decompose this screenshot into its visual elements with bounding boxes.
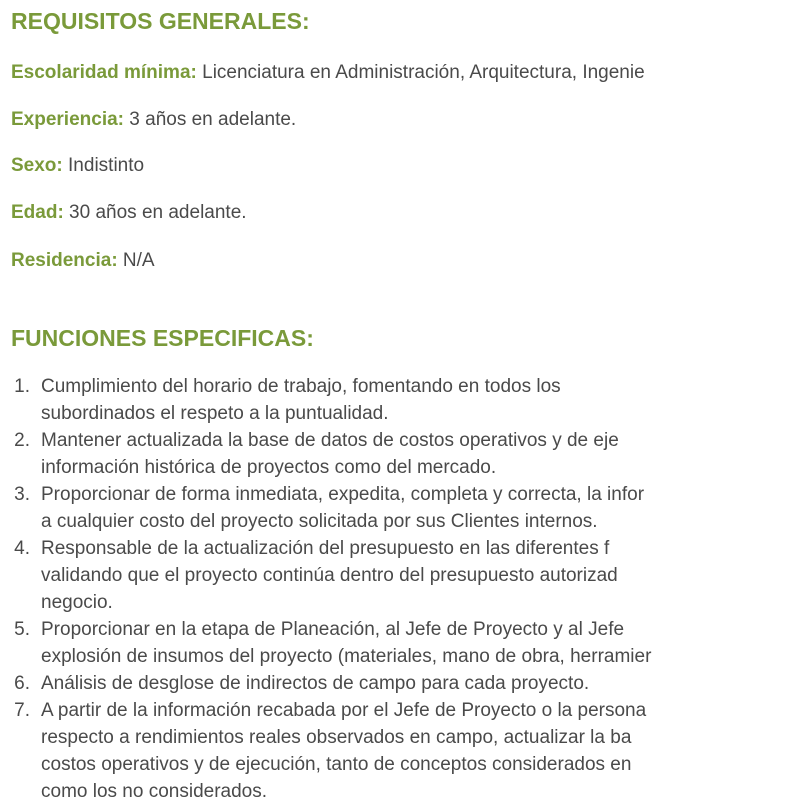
funciones-list — [11, 373, 800, 805]
req-edad-value: 30 años en adelante. — [63, 202, 247, 223]
list-item-line: información histórica de proyectos como del mercado. — [41, 457, 497, 478]
list-item-number: 3. — [14, 484, 30, 505]
list-item-line: Cumplimiento del horario de trabajo, fomentando en todos los — [41, 376, 561, 397]
list-item — [11, 373, 800, 427]
list-item-number: 4. — [14, 538, 30, 559]
list-item-line: a cualquier costo del proyecto solicitada por sus Clientes internos. — [41, 511, 598, 532]
req-edad-label: Edad: — [11, 202, 64, 223]
list-item-number: 5. — [14, 619, 30, 640]
req-residencia — [11, 250, 155, 272]
req-escolaridad — [11, 62, 645, 84]
list-item-line: negocio. — [41, 592, 113, 613]
req-residencia-value: N/A — [117, 250, 155, 271]
list-item-line: como los no considerados. — [41, 781, 268, 802]
req-edad — [11, 202, 247, 224]
req-escolaridad-label: Escolaridad mínima: — [11, 62, 197, 83]
list-item-line: validando que el proyecto continúa dentro del presupuesto autorizad — [41, 565, 618, 586]
list-item-line: Mantener actualizada la base de datos de costos operativos y de eje — [41, 430, 619, 451]
list-item-number: 7. — [14, 700, 30, 721]
list-item-line: A partir de la información recabada por el Jefe de Proyecto o la persona — [41, 700, 647, 721]
list-item-line: respecto a rendimientos reales observados en campo, actualizar la ba — [41, 727, 632, 748]
req-experiencia-value: 3 años en adelante. — [124, 109, 297, 130]
list-item-line: Responsable de la actualización del presupuesto en las diferentes f — [41, 538, 610, 559]
list-item — [11, 427, 800, 481]
list-item-line: subordinados el respeto a la puntualidad. — [41, 403, 389, 424]
list-item-line: costos operativos y de ejecución, tanto de conceptos considerados en — [41, 754, 632, 775]
req-experiencia-label: Experiencia: — [11, 109, 124, 130]
requisitos-heading: REQUISITOS GENERALES: — [11, 8, 310, 34]
funciones-heading: FUNCIONES ESPECIFICAS: — [11, 325, 314, 351]
list-item-line: Proporcionar en la etapa de Planeación, al Jefe de Proyecto y al Jefe — [41, 619, 625, 640]
list-item-line: Proporcionar de forma inmediata, expedita, completa y correcta, la infor — [41, 484, 645, 505]
list-item — [11, 697, 800, 805]
req-sexo — [11, 155, 144, 177]
list-item-line: explosión de insumos del proyecto (materiales, mano de obra, herramier — [41, 646, 652, 667]
req-residencia-label: Residencia: — [11, 250, 118, 271]
list-item — [11, 670, 800, 697]
req-experiencia — [11, 109, 296, 131]
list-item — [11, 616, 800, 670]
list-item-line: Análisis de desglose de indirectos de campo para cada proyecto. — [41, 673, 590, 694]
list-item-number: 2. — [14, 430, 30, 451]
list-item-number: 6. — [14, 673, 30, 694]
list-item — [11, 535, 800, 616]
list-item — [11, 481, 800, 535]
req-sexo-label: Sexo: — [11, 155, 63, 176]
list-item-number: 1. — [14, 376, 30, 397]
req-escolaridad-value: Licenciatura en Administración, Arquitectura, Ingenie — [196, 62, 645, 83]
req-sexo-value: Indistinto — [62, 155, 145, 176]
